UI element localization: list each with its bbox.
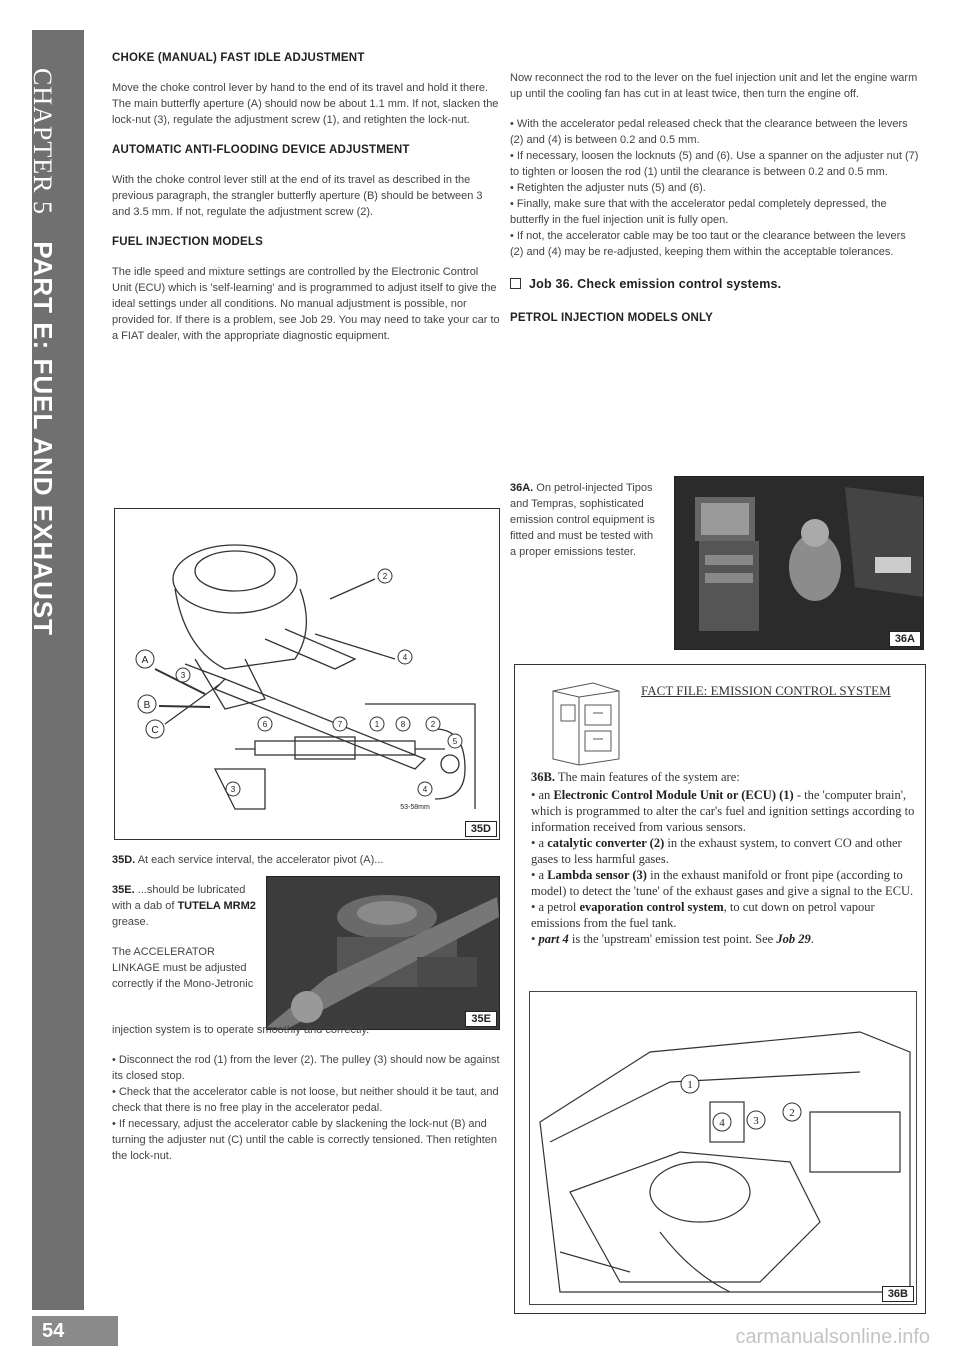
diagram-number: 2: [430, 720, 436, 729]
photo-label-36a: 36A: [889, 631, 921, 647]
page-number-block: [32, 1316, 118, 1346]
bullet-full-open: • Finally, make sure that with the accelerator pedal completely depressed, the butterfly in the fuel injection unit is fully open.: [510, 198, 887, 226]
diagram-letter-b: B: [143, 700, 151, 711]
paragraph-fuel-injection: The idle speed and mixture settings are controlled by the Electronic Control Unit (ECU) which is 'self-learning' and is programmed to adjust itself to give the ideal settings under all conditions. No manual adjustment is possible, nor provided for. If there is a problem, see Job 29. You may need to take your car to a FIAT dealer, with the appropriate diagnostic equipment.: [112, 266, 500, 342]
job-36-title: Job 36. Check emission control systems.: [529, 277, 782, 291]
emission-system-diagram: [529, 991, 917, 1305]
fact-bullet-lambda: • a Lambda sensor (3) in the exhaust manifold or front pipe (according to model) to detect the 'tune' of the exhaust gases and give a signal to the ECU.: [531, 868, 914, 898]
diagram-number: 2: [382, 572, 388, 581]
caption-35e-grease: TUTELA MRM2: [177, 900, 256, 912]
diagram-number: 6: [262, 720, 268, 729]
bullet-check-cable: • Check that the accelerator cable is not loose, but neither should it be taut, and check that there is no free play in the accelerator pedal.: [112, 1086, 499, 1114]
diagram-letter-c: C: [151, 725, 159, 736]
diagram-number: 8: [400, 720, 406, 729]
caption-35d-text: At each service interval, the accelerator pivot (A)...: [135, 854, 384, 866]
photo-35e-image: [267, 877, 499, 1029]
emission-number: 1: [687, 1079, 693, 1091]
heading-anti-flooding: AUTOMATIC ANTI-FLOODING DEVICE ADJUSTMENT: [112, 144, 410, 156]
diagram-label-35d: 35D: [465, 821, 497, 837]
fact-36b-number: 36B.: [531, 770, 555, 784]
left-column: [112, 50, 500, 358]
watermark: carmanualsonline.info: [735, 1326, 930, 1348]
carburettor-diagram-35d: [114, 508, 500, 840]
paragraph-anti-flooding: With the choke control lever still at the end of its travel as described in the previous paragraph, the strangler butterfly aperture (B) should be between 3 and 3.5 mm. If not, regulate the adjustment screw (2).: [112, 174, 483, 218]
caption-35e-number: 35E.: [112, 884, 135, 896]
bullet-loosen-locknuts: • If necessary, loosen the locknuts (5) and (6). Use a spanner on the adjuster nut (7) to tighten or loosen the rod (1) until the clearance is between 0.2 and 0.5 mm.: [510, 150, 919, 178]
photo-36a-emissions-tester: [674, 476, 924, 650]
bullet-clearance-check: • With the accelerator pedal released check that the clearance between the levers (2) and (4) is between 0.2 and 0.5 mm.: [510, 118, 908, 146]
caption-35d-number: 35D.: [112, 854, 136, 866]
fact-bullet-ecu: • an Electronic Control Module Unit or (ECU) (1) - the 'computer brain', which is programmed to alter the car's fuel and ignition settings according to information received from various sensors.: [531, 788, 915, 834]
bullet-adjust-cable: • If necessary, adjust the accelerator cable by slackening the lock-nut (B) and turning the adjuster nut (C) until the cable is correctly tensioned. Then retighten the lock-nut.: [112, 1118, 498, 1162]
heading-petrol-injection: PETROL INJECTION MODELS ONLY: [510, 312, 714, 324]
checkbox-icon: [510, 278, 521, 289]
fact-file-box: [514, 664, 926, 1314]
fact-bullet-evaporation: • a petrol evaporation control system, to cut down on petrol vapour emissions from the fuel tank.: [531, 900, 875, 930]
diagram-number: 5: [452, 737, 458, 746]
diagram-label-36b: 36B: [882, 1286, 914, 1302]
fact-bullet-part4: • part 4 is the 'upstream' emission test point. See Job 29.: [531, 932, 814, 946]
bullet-cable-taut: • If not, the accelerator cable may be too taut or the clearance between the levers (2) and (4) may be re-adjusted, keeping them within the acceptable tolerances.: [510, 230, 906, 258]
car-emission-svg: [530, 992, 916, 1304]
diagram-letter-a: A: [141, 655, 149, 666]
diagram-number: 1: [374, 720, 380, 729]
job-36-heading: [510, 276, 922, 292]
caption-35d: [112, 852, 500, 868]
diagram-number: 4: [422, 785, 428, 794]
fact-file-title: FACT FILE: EMISSION CONTROL SYSTEM: [641, 683, 891, 698]
emission-number: 2: [789, 1107, 795, 1119]
diagram-number: 3: [230, 785, 236, 794]
paragraph-choke: Move the choke control lever by hand to the end of its travel and hold it there. The main butterfly aperture (A) should now be about 1.1 mm. If not, slacken the lock-nut (3), regulate the adjustment screw (1), and retighten the lock-nut.: [112, 82, 499, 126]
filing-cabinet-icon: [533, 677, 633, 767]
chapter-label: CHAPTER 5: [28, 68, 57, 215]
bullet-disconnect-rod: • Disconnect the rod (1) from the lever (2). The pulley (3) should now be against its closed stop.: [112, 1054, 500, 1082]
part-label: PART E: FUEL AND EXHAUST: [28, 241, 58, 636]
photo-35e-engine: [266, 876, 500, 1030]
heading-choke-adjustment: CHOKE (MANUAL) FAST IDLE ADJUSTMENT: [112, 52, 365, 64]
fact-file-text: [531, 769, 915, 947]
caption-36a: [510, 480, 662, 560]
diagram-number: 3: [180, 671, 186, 680]
fact-bullet-catalytic: • a catalytic converter (2) in the exhaust system, to convert CO and other gases to less harmful gases.: [531, 836, 902, 866]
left-lower-text: [112, 1022, 500, 1164]
photo-36a-image: [675, 477, 923, 649]
right-column: [510, 70, 922, 340]
caption-35e-text: ...should be lubricated with a dab of: [112, 884, 246, 912]
emission-number: 3: [753, 1115, 759, 1127]
paragraph-linkage-end: injection system is to operate smoothly and correctly.: [112, 1024, 370, 1036]
caption-36a-text: On petrol-injected Tipos and Tempras, sophisticated emission control equipment is fitted and must be tested with a proper emissions tester.: [510, 482, 655, 558]
diagram-measurement: 53-58mm: [400, 804, 430, 811]
caption-35e: [112, 882, 262, 992]
heading-fuel-injection: FUEL INJECTION MODELS: [112, 236, 263, 248]
photo-label-35e: 35E: [465, 1011, 497, 1027]
caption-35e-end: grease.: [112, 916, 149, 928]
fact-36b-text: The main features of the system are:: [554, 770, 740, 784]
diagram-number: 7: [337, 720, 343, 729]
carburettor-diagram-svg: [115, 509, 499, 839]
caption-36a-number: 36A.: [510, 482, 534, 494]
chapter-side-title: [27, 68, 58, 636]
paragraph-reconnect: Now reconnect the rod to the lever on the fuel injection unit and let the engine warm up until the cooling fan has cut in at least twice, then turn the engine off.: [510, 72, 918, 100]
paragraph-linkage: The ACCELERATOR LINKAGE must be adjusted correctly if the Mono-Jetronic: [112, 946, 254, 990]
bullet-retighten: • Retighten the adjuster nuts (5) and (6).: [510, 182, 706, 194]
emission-number: 4: [719, 1117, 725, 1129]
page-number: 54: [42, 1320, 65, 1342]
diagram-number: 4: [402, 653, 408, 662]
